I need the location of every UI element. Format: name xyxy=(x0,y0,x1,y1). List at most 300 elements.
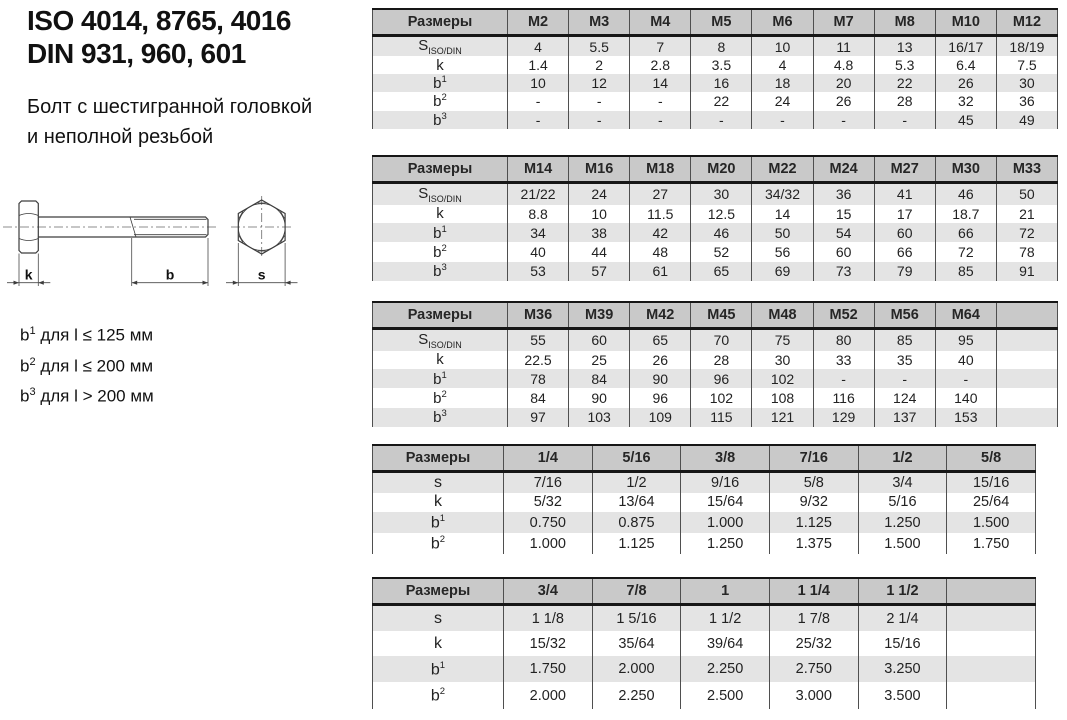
label-superscript: 1 xyxy=(439,512,446,524)
value-cell: 102 xyxy=(691,388,752,407)
value-cell: 11.5 xyxy=(630,205,691,223)
value-cell: 1.000 xyxy=(504,533,593,554)
value-cell: 41 xyxy=(874,183,935,205)
col-header-sizes: Размеры xyxy=(373,302,508,329)
value-cell: 5/16 xyxy=(858,493,947,512)
col-header-size: M39 xyxy=(569,302,630,329)
col-header-size: M5 xyxy=(691,9,752,36)
value-cell: 18.7 xyxy=(935,205,996,223)
footnote-b2: $b^2$ для l ≤ 200 мм xyxy=(20,355,154,376)
value-cell: 60 xyxy=(813,242,874,261)
value-cell: 7/16 xyxy=(504,472,593,493)
value-cell: 3.5 xyxy=(691,56,752,73)
value-cell: 1.250 xyxy=(681,533,770,554)
value-cell: 10 xyxy=(508,74,569,92)
value-cell: 1.500 xyxy=(947,512,1036,533)
header-row xyxy=(373,578,1036,605)
value-cell xyxy=(996,408,1057,427)
row-label: s xyxy=(373,605,504,632)
value-cell: 78 xyxy=(508,369,569,388)
value-cell: 2.250 xyxy=(592,682,681,709)
col-header-size: M24 xyxy=(813,156,874,183)
value-cell: 22 xyxy=(874,74,935,92)
table-row xyxy=(373,262,1058,281)
value-cell: 3.000 xyxy=(769,682,858,709)
col-header-size: 3/4 xyxy=(504,578,593,605)
b-arrow-right xyxy=(203,281,209,285)
table-row xyxy=(373,631,1036,656)
value-cell: 26 xyxy=(813,92,874,110)
standard-din-title: DIN 931, 960, 601 xyxy=(27,38,246,69)
value-cell: 28 xyxy=(874,92,935,110)
value-cell: 78 xyxy=(996,242,1057,261)
value-cell: 14 xyxy=(630,74,691,92)
table-row xyxy=(373,605,1036,632)
value-cell: 4.8 xyxy=(813,56,874,73)
table-row xyxy=(373,369,1058,388)
label-superscript: 3 xyxy=(441,408,447,420)
value-cell: 5/8 xyxy=(769,472,858,493)
value-cell: 38 xyxy=(569,223,630,242)
table-row xyxy=(373,472,1036,493)
col-header-size: M10 xyxy=(935,9,996,36)
header-row xyxy=(373,445,1036,472)
col-header-size: M52 xyxy=(813,302,874,329)
value-cell: 35 xyxy=(874,351,935,369)
col-header-size: 1/4 xyxy=(504,445,593,472)
value-cell: 129 xyxy=(813,408,874,427)
table-metric-m36-m64 xyxy=(372,301,1058,427)
table-row xyxy=(373,656,1036,683)
value-cell: 30 xyxy=(691,183,752,205)
row-label: $S_{ISO/DIN}$ xyxy=(373,329,508,351)
value-cell: 1.750 xyxy=(504,656,593,683)
dim-table-metric-m36-m64 xyxy=(372,301,1058,427)
col-header-size: M6 xyxy=(752,9,813,36)
value-cell: 36 xyxy=(996,92,1057,110)
value-cell: - xyxy=(569,111,630,129)
value-cell: 42 xyxy=(630,223,691,242)
value-cell: 54 xyxy=(813,223,874,242)
value-cell: 137 xyxy=(874,408,935,427)
value-cell xyxy=(947,631,1036,656)
value-cell: 95 xyxy=(935,329,996,351)
table-row xyxy=(373,36,1058,57)
value-cell: 45 xyxy=(935,111,996,129)
value-cell: 2.250 xyxy=(681,656,770,683)
value-cell: 96 xyxy=(691,369,752,388)
row-label: $b^3$ xyxy=(373,408,508,427)
value-cell: 60 xyxy=(874,223,935,242)
value-cell: - xyxy=(935,369,996,388)
value-cell: 84 xyxy=(508,388,569,407)
value-cell: 18 xyxy=(752,74,813,92)
table-row xyxy=(373,205,1058,223)
label-superscript: 1 xyxy=(441,369,447,381)
label-superscript: 1 xyxy=(29,325,36,337)
value-cell: 0.875 xyxy=(592,512,681,533)
col-header-size: M36 xyxy=(508,302,569,329)
value-cell: - xyxy=(752,111,813,129)
bolt-head-facet-arc-top xyxy=(19,214,38,216)
col-header-size: M42 xyxy=(630,302,691,329)
dim-label-b: b xyxy=(165,266,175,283)
value-cell: 9/16 xyxy=(681,472,770,493)
value-cell: 1/2 xyxy=(592,472,681,493)
value-cell: 15/16 xyxy=(858,631,947,656)
value-cell: 22.5 xyxy=(508,351,569,369)
footnotes-block xyxy=(20,318,154,410)
value-cell: 46 xyxy=(691,223,752,242)
col-header-size: M4 xyxy=(630,9,691,36)
value-cell: 121 xyxy=(752,408,813,427)
footnote-b1: $b^1$ для l ≤ 125 мм xyxy=(20,325,154,345)
row-label: $b^2$ xyxy=(373,242,508,261)
col-header-sizes: Размеры xyxy=(373,9,508,36)
value-cell: 18/19 xyxy=(996,36,1057,57)
table-row xyxy=(373,388,1058,407)
value-cell: 8 xyxy=(691,36,752,57)
value-cell xyxy=(996,388,1057,407)
row-label: s xyxy=(373,472,504,493)
value-cell: 26 xyxy=(935,74,996,92)
value-cell: 2 xyxy=(569,56,630,73)
value-cell: 22 xyxy=(691,92,752,110)
value-cell: 24 xyxy=(752,92,813,110)
table-row xyxy=(373,512,1036,533)
s-arrow-left xyxy=(233,281,239,285)
label-superscript: 2 xyxy=(439,533,446,545)
value-cell: 80 xyxy=(813,329,874,351)
value-cell: 85 xyxy=(874,329,935,351)
header-row xyxy=(373,156,1058,183)
col-header-size: 5/8 xyxy=(947,445,1036,472)
value-cell: 5.5 xyxy=(569,36,630,57)
value-cell: 36 xyxy=(813,183,874,205)
value-cell xyxy=(947,682,1036,709)
value-cell: 25/64 xyxy=(947,493,1036,512)
row-label: k xyxy=(373,493,504,512)
value-cell: 34/32 xyxy=(752,183,813,205)
value-cell: 7.5 xyxy=(996,56,1057,73)
value-cell: - xyxy=(508,92,569,110)
dim-label-k: k xyxy=(24,266,33,283)
value-cell: 90 xyxy=(630,369,691,388)
value-cell: 48 xyxy=(630,242,691,261)
label-superscript: 1 xyxy=(441,223,447,235)
value-cell: 1.500 xyxy=(858,533,947,554)
col-header-size: M20 xyxy=(691,156,752,183)
row-label: k xyxy=(373,205,508,223)
dim-table-imperial-quarter-to-fiveeighths xyxy=(372,444,1036,554)
label-superscript: 3 xyxy=(29,386,36,399)
value-cell: 115 xyxy=(691,408,752,427)
row-label: $b^1$ xyxy=(373,223,508,242)
value-cell: 55 xyxy=(508,329,569,351)
value-cell: 11 xyxy=(813,36,874,57)
label-superscript: 1 xyxy=(439,659,446,671)
description-line-1: Болт с шестигранной головкой xyxy=(27,96,313,118)
col-header-size: 7/8 xyxy=(592,578,681,605)
value-cell: 57 xyxy=(569,262,630,281)
table-row xyxy=(373,56,1058,73)
value-cell: - xyxy=(691,111,752,129)
table-row xyxy=(373,408,1058,427)
value-cell: 16 xyxy=(691,74,752,92)
col-header-size xyxy=(996,302,1057,329)
dim-table-metric-m14-m33 xyxy=(372,155,1058,281)
row-label: $b^1$ xyxy=(373,74,508,92)
value-cell: 1.750 xyxy=(947,533,1036,554)
col-header-size: M22 xyxy=(752,156,813,183)
row-label: $b^2$ xyxy=(373,92,508,110)
value-cell: 6.4 xyxy=(935,56,996,73)
value-cell: 13 xyxy=(874,36,935,57)
value-cell: 65 xyxy=(630,329,691,351)
value-cell: 90 xyxy=(569,388,630,407)
value-cell: 7 xyxy=(630,36,691,57)
value-cell: 53 xyxy=(508,262,569,281)
value-cell: 20 xyxy=(813,74,874,92)
table-row xyxy=(373,111,1058,129)
col-header-size xyxy=(947,578,1036,605)
value-cell: 5.3 xyxy=(874,56,935,73)
row-label: $b^2$ xyxy=(373,682,504,709)
col-header-size: M16 xyxy=(569,156,630,183)
value-cell: 10 xyxy=(569,205,630,223)
title-block xyxy=(27,4,291,70)
dim-label-s: s xyxy=(257,266,266,283)
value-cell: 124 xyxy=(874,388,935,407)
row-label: $b^1$ xyxy=(373,512,504,533)
value-cell: 40 xyxy=(935,351,996,369)
col-header-size: 1 1/2 xyxy=(858,578,947,605)
value-cell: 3/4 xyxy=(858,472,947,493)
value-cell: - xyxy=(813,111,874,129)
value-cell: 1 5/16 xyxy=(592,605,681,632)
table-row xyxy=(373,533,1036,554)
value-cell xyxy=(996,351,1057,369)
value-cell: 1 1/8 xyxy=(504,605,593,632)
value-cell: 2.500 xyxy=(681,682,770,709)
value-cell: 116 xyxy=(813,388,874,407)
row-label: $b^1$ xyxy=(373,369,508,388)
label-superscript: 3 xyxy=(441,110,447,122)
col-header-size: 3/8 xyxy=(681,445,770,472)
s-arrow-right xyxy=(285,281,291,285)
dim-table-metric-m2-m12 xyxy=(372,8,1058,129)
value-cell: 73 xyxy=(813,262,874,281)
dim-table-imperial-threequarters-to-oneandhalf xyxy=(372,577,1036,709)
value-cell: 27 xyxy=(630,183,691,205)
b-arrow-left xyxy=(132,281,138,285)
table-row xyxy=(373,92,1058,110)
label-superscript: 3 xyxy=(441,262,447,274)
value-cell: 52 xyxy=(691,242,752,261)
value-cell: 26 xyxy=(630,351,691,369)
value-cell: - xyxy=(569,92,630,110)
row-label: k xyxy=(373,631,504,656)
value-cell: 17 xyxy=(874,205,935,223)
value-cell: 61 xyxy=(630,262,691,281)
col-header-size: 5/16 xyxy=(592,445,681,472)
value-cell: 28 xyxy=(691,351,752,369)
value-cell: 40 xyxy=(508,242,569,261)
value-cell: 15/32 xyxy=(504,631,593,656)
value-cell xyxy=(996,369,1057,388)
value-cell: 5/32 xyxy=(504,493,593,512)
col-header-size: M14 xyxy=(508,156,569,183)
value-cell: 1.000 xyxy=(681,512,770,533)
value-cell: - xyxy=(630,92,691,110)
value-cell: 2.8 xyxy=(630,56,691,73)
value-cell: 97 xyxy=(508,408,569,427)
value-cell: 79 xyxy=(874,262,935,281)
value-cell xyxy=(947,656,1036,683)
value-cell: 65 xyxy=(691,262,752,281)
value-cell: 1.375 xyxy=(769,533,858,554)
value-cell: 2.000 xyxy=(504,682,593,709)
value-cell: 2.000 xyxy=(592,656,681,683)
value-cell: 66 xyxy=(935,223,996,242)
value-cell: 2.750 xyxy=(769,656,858,683)
value-cell: 16/17 xyxy=(935,36,996,57)
label-subscript: ISO/DIN xyxy=(428,193,462,204)
value-cell: - xyxy=(508,111,569,129)
value-cell: 1 1/2 xyxy=(681,605,770,632)
table-row xyxy=(373,223,1058,242)
col-header-size: M12 xyxy=(996,9,1057,36)
value-cell: 84 xyxy=(569,369,630,388)
value-cell: 4 xyxy=(752,56,813,73)
col-header-sizes: Размеры xyxy=(373,578,504,605)
col-header-size: M2 xyxy=(508,9,569,36)
label-superscript: 1 xyxy=(441,73,447,85)
row-label: $b^2$ xyxy=(373,388,508,407)
value-cell: 96 xyxy=(630,388,691,407)
value-cell: 56 xyxy=(752,242,813,261)
k-arrow-right xyxy=(38,281,44,285)
table-row xyxy=(373,351,1058,369)
value-cell: 13/64 xyxy=(592,493,681,512)
row-label: $b^1$ xyxy=(373,656,504,683)
value-cell: 9/32 xyxy=(769,493,858,512)
table-row xyxy=(373,74,1058,92)
footnote-b3: $b^3$ для l > 200 мм xyxy=(20,386,154,406)
value-cell: 25 xyxy=(569,351,630,369)
value-cell: 50 xyxy=(996,183,1057,205)
value-cell: 72 xyxy=(996,223,1057,242)
value-cell: 50 xyxy=(752,223,813,242)
value-cell: 15 xyxy=(813,205,874,223)
value-cell: - xyxy=(874,369,935,388)
value-cell: 32 xyxy=(935,92,996,110)
label-subscript: ISO/DIN xyxy=(428,46,462,57)
table-imperial-threequarters-to-oneandhalf xyxy=(372,577,1036,709)
label-superscript: 2 xyxy=(29,355,36,368)
value-cell: 103 xyxy=(569,408,630,427)
value-cell: 15/64 xyxy=(681,493,770,512)
header-row xyxy=(373,302,1058,329)
col-header-size: M18 xyxy=(630,156,691,183)
label-superscript: 2 xyxy=(439,686,446,698)
value-cell: 34 xyxy=(508,223,569,242)
col-header-size: M8 xyxy=(874,9,935,36)
value-cell: - xyxy=(813,369,874,388)
row-label: $S_{ISO/DIN}$ xyxy=(373,183,508,205)
value-cell: 66 xyxy=(874,242,935,261)
col-header-size: 1/2 xyxy=(858,445,947,472)
value-cell: 15/16 xyxy=(947,472,1036,493)
value-cell: 30 xyxy=(752,351,813,369)
value-cell: 0.750 xyxy=(504,512,593,533)
col-header-size: M64 xyxy=(935,302,996,329)
row-label: k xyxy=(373,351,508,369)
value-cell: 25/32 xyxy=(769,631,858,656)
label-superscript: 2 xyxy=(441,242,447,254)
value-cell: 24 xyxy=(569,183,630,205)
col-header-sizes: Размеры xyxy=(373,156,508,183)
col-header-size: M33 xyxy=(996,156,1057,183)
value-cell: 1.125 xyxy=(592,533,681,554)
value-cell: 1.4 xyxy=(508,56,569,73)
description-line-2: и неполной резьбой xyxy=(27,126,214,148)
value-cell: - xyxy=(630,111,691,129)
value-cell: 33 xyxy=(813,351,874,369)
value-cell: 72 xyxy=(935,242,996,261)
label-subscript: ISO/DIN xyxy=(428,339,462,350)
row-label: $S_{ISO/DIN}$ xyxy=(373,36,508,57)
value-cell: 3.500 xyxy=(858,682,947,709)
value-cell: 4 xyxy=(508,36,569,57)
value-cell: 8.8 xyxy=(508,205,569,223)
table-metric-m2-m12 xyxy=(372,8,1058,129)
col-header-size: M3 xyxy=(569,9,630,36)
value-cell: 12.5 xyxy=(691,205,752,223)
table-row xyxy=(373,183,1058,205)
table-imperial-quarter-to-fiveeighths xyxy=(372,444,1036,554)
bolt-technical-drawing xyxy=(0,192,330,295)
row-label: k xyxy=(373,56,508,73)
value-cell: 109 xyxy=(630,408,691,427)
value-cell: 12 xyxy=(569,74,630,92)
value-cell: 1 7/8 xyxy=(769,605,858,632)
col-header-size: M27 xyxy=(874,156,935,183)
row-label: $b^3$ xyxy=(373,262,508,281)
header-row xyxy=(373,9,1058,36)
table-row xyxy=(373,493,1036,512)
row-label: $b^2$ xyxy=(373,533,504,554)
value-cell: 44 xyxy=(569,242,630,261)
value-cell: 35/64 xyxy=(592,631,681,656)
value-cell: 30 xyxy=(996,74,1057,92)
value-cell: 1.125 xyxy=(769,512,858,533)
value-cell: 10 xyxy=(752,36,813,57)
value-cell: - xyxy=(874,111,935,129)
col-header-size: M56 xyxy=(874,302,935,329)
value-cell: 75 xyxy=(752,329,813,351)
standard-iso-title: ISO 4014, 8765, 4016 xyxy=(27,5,291,36)
table-row xyxy=(373,682,1036,709)
col-header-size: M30 xyxy=(935,156,996,183)
value-cell: 102 xyxy=(752,369,813,388)
value-cell: 85 xyxy=(935,262,996,281)
value-cell: 39/64 xyxy=(681,631,770,656)
label-superscript: 2 xyxy=(441,388,447,400)
table-row xyxy=(373,329,1058,351)
value-cell: 14 xyxy=(752,205,813,223)
table-metric-m14-m33 xyxy=(372,155,1058,281)
